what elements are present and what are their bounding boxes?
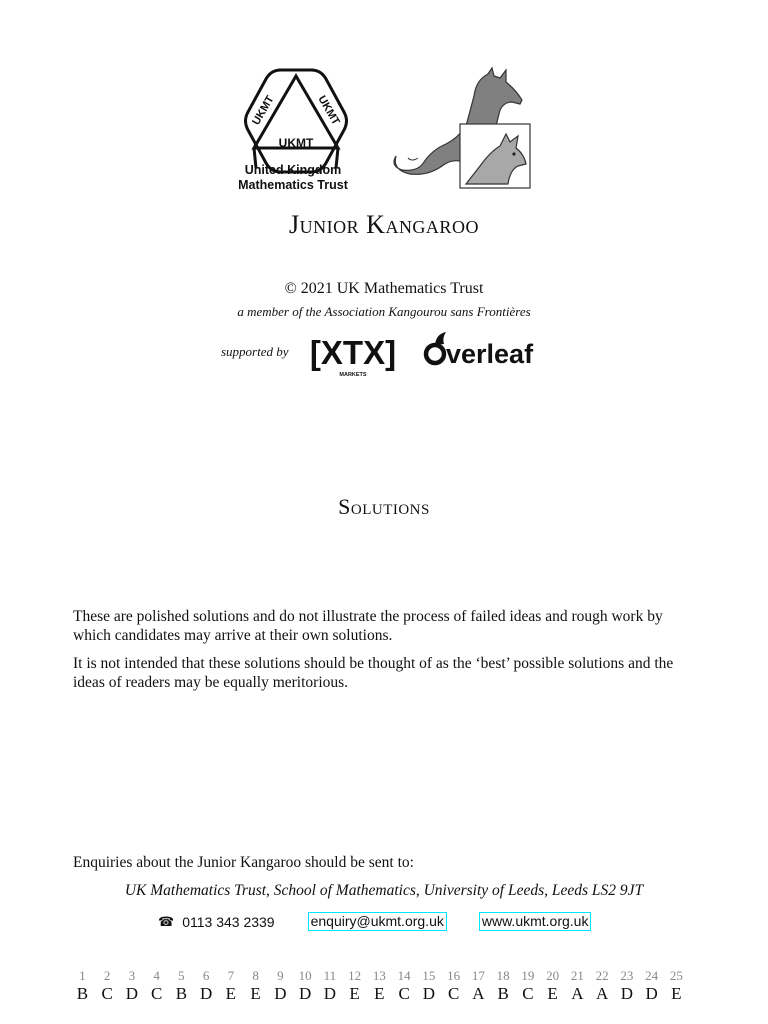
intro-paragraph: These are polished solutions and do not illustrate the process of failed ideas and rough work by which candidates may arrive at their own solutions. [73, 608, 663, 644]
answer-key [70, 968, 689, 1004]
enquiries-text: Enquiries about the Junior Kangaroo should be sent to: [73, 854, 414, 871]
question-answer: E [349, 984, 360, 1003]
disclaimer-paragraph: It is not intended that these solutions should be thought of as the ‘best’ possible solutions and the ideas of readers may be equally meritorious. [73, 655, 674, 691]
question-number: 19 [521, 968, 535, 983]
answer-key-column [441, 968, 466, 1004]
website-link[interactable]: www.ukmt.org.uk [479, 912, 592, 931]
question-answer: D [323, 984, 337, 1003]
question-answer: E [225, 984, 237, 1003]
ukmt-logo-caption-2: Mathematics Trust [238, 178, 348, 192]
phone-icon: ☎ [158, 913, 175, 929]
question-answer: A [595, 984, 609, 1003]
supported-by-label: supported by [221, 344, 289, 359]
answer-key-column [664, 968, 689, 1004]
question-number: 25 [669, 968, 683, 983]
question-answer: C [522, 984, 534, 1003]
question-answer: D [274, 984, 287, 1003]
question-number: 6 [202, 968, 210, 983]
answer-key-column [516, 968, 541, 1004]
question-number: 13 [372, 968, 386, 983]
question-answer: E [250, 984, 261, 1003]
answer-key-column [144, 968, 169, 1004]
ukmt-logo-center-text: UKMT [278, 136, 314, 150]
question-answer: C [101, 984, 113, 1003]
question-number: 12 [348, 968, 362, 983]
question-number: 21 [570, 968, 584, 983]
answer-key-column [342, 968, 367, 1004]
answer-key-column [639, 968, 664, 1004]
answer-key-column [392, 968, 417, 1004]
question-answer: A [571, 984, 584, 1003]
ukmt-logo-left-text: UKMT [250, 93, 277, 128]
question-number: 9 [277, 968, 284, 983]
question-number: 20 [546, 968, 560, 983]
answer-key-column [120, 968, 145, 1004]
solutions-heading: Solutions [338, 494, 430, 519]
question-answer: D [298, 984, 312, 1003]
overleaf-logo [422, 330, 552, 370]
question-number: 11 [323, 968, 337, 983]
contact-row [158, 912, 591, 931]
question-answer: B [497, 984, 509, 1003]
answer-key-column [70, 968, 95, 1004]
copyright-line: © 2021 UK Mathematics Trust [284, 280, 484, 297]
answer-key-column [95, 968, 120, 1004]
answer-key-column [318, 968, 343, 1004]
page-title: Junior Kangaroo [289, 210, 479, 239]
answer-key-column [565, 968, 590, 1004]
question-answer: E [547, 984, 558, 1003]
answer-key-column [491, 968, 516, 1004]
question-number: 16 [447, 968, 461, 983]
email-link[interactable]: enquiry@ukmt.org.uk [308, 912, 447, 931]
question-number: 7 [227, 968, 235, 983]
question-number: 14 [397, 968, 411, 983]
answer-key-column [169, 968, 194, 1004]
answer-key-column [293, 968, 318, 1004]
question-number: 15 [422, 968, 436, 983]
answer-key-column [615, 968, 640, 1004]
question-answer: B [175, 984, 188, 1003]
member-line: a member of the Association Kangourou sans Frontières [237, 304, 531, 319]
question-number: 23 [620, 968, 634, 983]
kangaroo-logo [388, 66, 538, 192]
question-answer: D [422, 984, 436, 1003]
question-number: 10 [298, 968, 312, 983]
question-number: 3 [128, 968, 136, 983]
question-number: 18 [496, 968, 510, 983]
overleaf-logo-text: verleaf [446, 339, 534, 369]
question-answer: E [671, 984, 682, 1003]
answer-key-column [243, 968, 268, 1004]
answer-key-column [367, 968, 392, 1004]
answer-key-column [590, 968, 615, 1004]
address-line: UK Mathematics Trust, School of Mathematics, University of Leeds, Leeds LS2 9JT [124, 882, 644, 899]
answer-key-column [417, 968, 442, 1004]
answer-key-column [268, 968, 293, 1004]
question-answer: B [76, 984, 89, 1003]
question-number: 4 [153, 968, 160, 983]
question-number: 22 [595, 968, 609, 983]
question-answer: E [374, 984, 385, 1003]
question-answer: D [199, 984, 213, 1003]
question-answer: D [620, 984, 634, 1003]
question-answer: C [398, 984, 410, 1003]
xtx-logo-subtext: MARKETS [339, 372, 367, 378]
phone-number: 0113 343 2339 [182, 913, 275, 930]
question-number: 8 [252, 968, 259, 983]
question-number: 2 [103, 968, 111, 983]
question-answer: C [447, 984, 460, 1003]
xtx-markets-logo [308, 334, 398, 378]
xtx-logo-text: [XTX] [309, 334, 397, 371]
ukmt-logo-caption-1: United Kingdom [244, 163, 342, 177]
question-answer: D [645, 984, 658, 1003]
answer-key-column [194, 968, 219, 1004]
ukmt-logo [226, 64, 366, 196]
question-number: 24 [645, 968, 659, 983]
answer-key-column [466, 968, 491, 1004]
question-answer: C [150, 984, 163, 1003]
question-number: 5 [178, 968, 185, 983]
ukmt-logo-right-text: UKMT [315, 93, 342, 128]
answer-key-column [540, 968, 565, 1004]
answer-key-column [219, 968, 244, 1004]
question-answer: D [125, 984, 139, 1003]
question-number: 17 [471, 968, 485, 983]
question-number: 1 [79, 968, 86, 983]
question-answer: A [472, 984, 485, 1003]
